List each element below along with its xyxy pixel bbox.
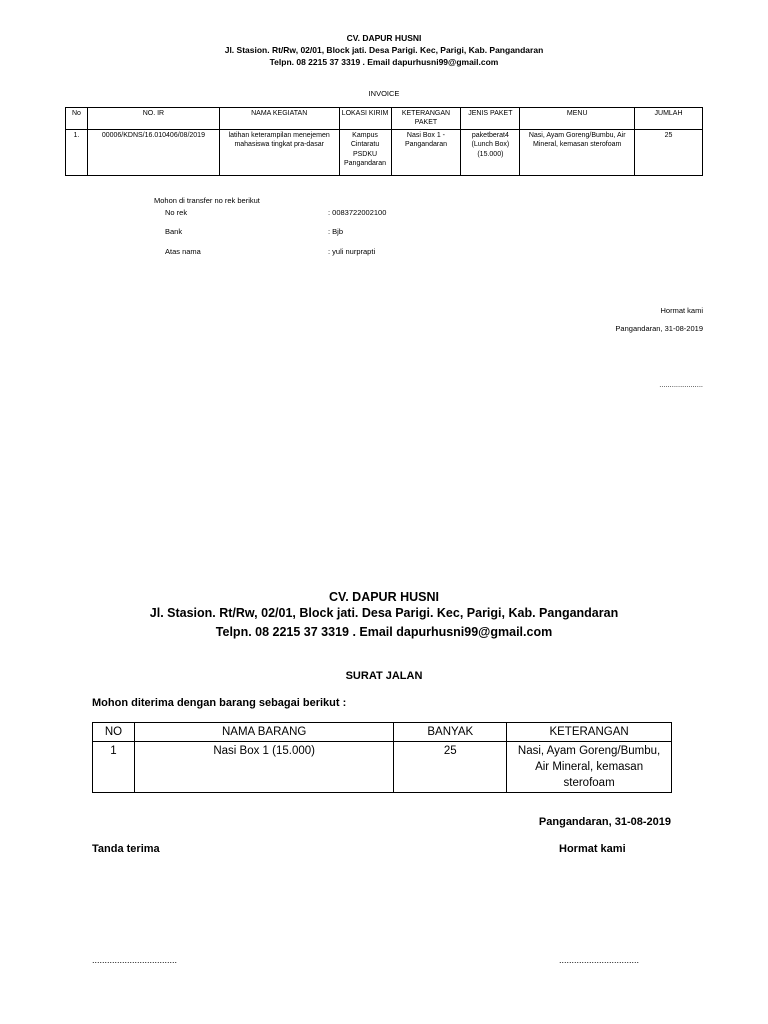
invoice-cell-lokasi: Kampus Cintaratu PSDKU Pangandaran (339, 129, 391, 175)
invoice-cell-ir: 00006/KDNS/16.010406/08/2019 (87, 129, 219, 175)
invoice-date: Pangandaran, 31-08-2019 (615, 324, 703, 333)
surat-header-nama: NAMA BARANG (134, 723, 393, 742)
bank-value: : Bjb (328, 227, 344, 236)
invoice-cell-menu: Nasi, Ayam Goreng/Bumbu, Air Mineral, kemasan sterofoam (520, 129, 635, 175)
surat-header-row (93, 723, 672, 742)
invoice-header-no: No (66, 108, 88, 130)
invoice-cell-no: 1. (66, 129, 88, 175)
surat-contact: Telpn. 08 2215 37 3319 . Email dapurhusni99@gmail.com (215, 625, 553, 639)
surat-cell-banyak: 25 (394, 742, 507, 793)
tanda-terima: Tanda terima (92, 843, 160, 855)
invoice-header-ir: NO. IR (87, 108, 219, 130)
invoice-header-kegiatan: NAMA KEGIATAN (219, 108, 339, 130)
surat-header-keterangan: KETERANGAN (507, 723, 672, 742)
bank-label: Bank (165, 227, 183, 236)
signature-line-left: .................................. (92, 955, 178, 965)
transfer-intro: Mohon di transfer no rek berikut (154, 196, 260, 205)
surat-header-banyak: BANYAK (394, 723, 507, 742)
invoice-signature-line: ..................... (659, 380, 703, 389)
table-row (66, 129, 703, 175)
invoice-title: INVOICE (368, 89, 400, 98)
invoice-cell-kegiatan: latihan keterampilan menejemen mahasiswa tingkat pra-dasar (219, 129, 339, 175)
invoice-cell-jenis: paketberat4 (Lunch Box) (15.000) (461, 129, 520, 175)
surat-header-no: NO (93, 723, 135, 742)
invoice-company: CV. DAPUR HUSNI (346, 33, 422, 43)
invoice-table (65, 107, 703, 176)
surat-intro: Mohon diterima dengan barang sebagai berikut : (92, 697, 347, 709)
surat-cell-nama: Nasi Box 1 (15.000) (134, 742, 393, 793)
surat-cell-no: 1 (93, 742, 135, 793)
table-row (93, 742, 672, 793)
surat-title: SURAT JALAN (345, 670, 423, 682)
invoice-header-jumlah: JUMLAH (635, 108, 703, 130)
surat-table (92, 722, 672, 793)
norek-label: No rek (165, 208, 188, 217)
invoice-address: Jl. Stasion. Rt/Rw, 02/01, Block jati. Desa Parigi. Kec, Parigi, Kab. Pangandaran (224, 45, 544, 55)
invoice-cell-keterangan: Nasi Box 1 - Pangandaran (391, 129, 461, 175)
signature-line-right: ................................ (559, 955, 640, 965)
atas-nama-label: Atas nama (165, 247, 201, 256)
surat-company: CV. DAPUR HUSNI (329, 590, 439, 604)
invoice-contact: Telpn. 08 2215 37 3319 . Email dapurhusni99@gmail.com (269, 57, 499, 67)
atas-nama-value: : yuli nurprapti (328, 247, 376, 256)
invoice-cell-jumlah: 25 (635, 129, 703, 175)
surat-cell-keterangan: Nasi, Ayam Goreng/Bumbu, Air Mineral, kemasan sterofoam (507, 742, 672, 793)
surat-hormat: Hormat kami (559, 843, 626, 855)
invoice-header-menu: MENU (520, 108, 635, 130)
invoice-header-lokasi: LOKASI KIRIM (339, 108, 391, 130)
surat-date: Pangandaran, 31-08-2019 (538, 816, 671, 828)
invoice-hormat: Hormat kami (660, 306, 703, 315)
surat-address: Jl. Stasion. Rt/Rw, 02/01, Block jati. Desa Parigi. Kec, Parigi, Kab. Pangandaran (149, 606, 619, 620)
invoice-header-jenis: JENIS PAKET (461, 108, 520, 130)
norek-value: : 0083722002100 (328, 208, 387, 217)
invoice-header-row (66, 108, 703, 130)
invoice-header-keterangan: KETERANGAN PAKET (391, 108, 461, 130)
